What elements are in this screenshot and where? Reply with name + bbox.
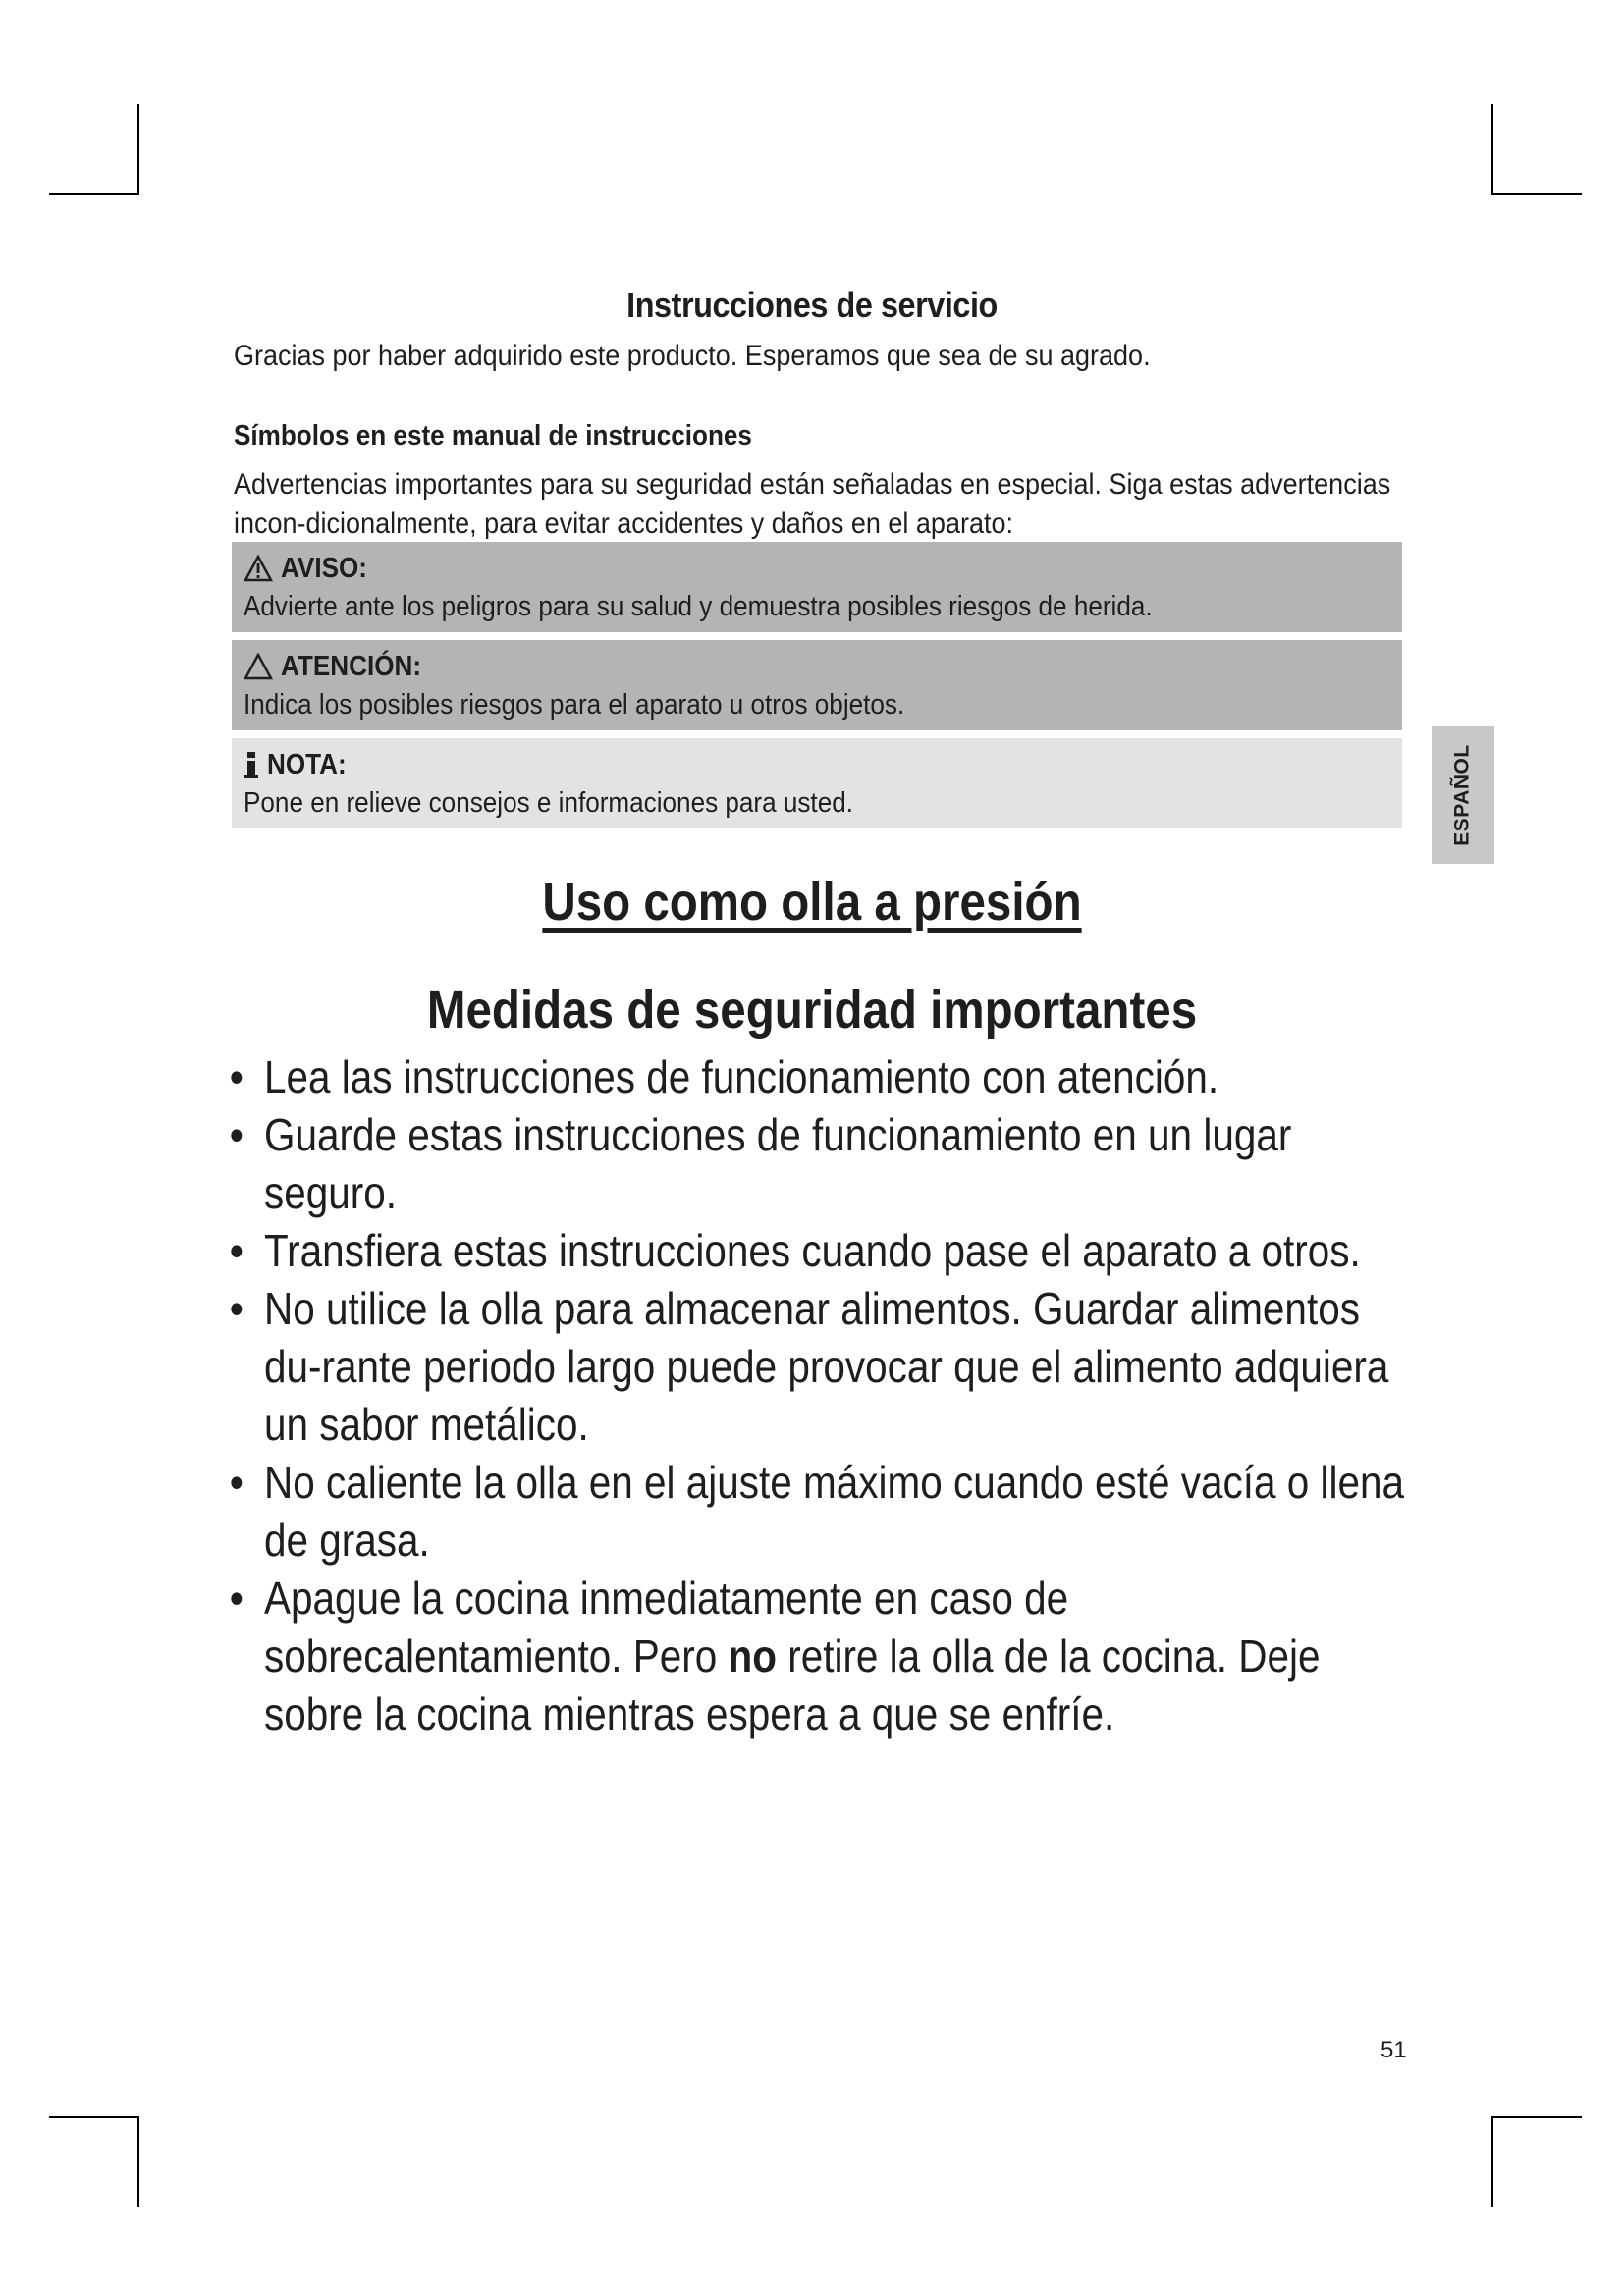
- note-box: [232, 738, 1402, 828]
- crop-mark: [1491, 193, 1582, 195]
- document-title: Instrucciones de servicio: [626, 285, 998, 325]
- emphasis-no: no: [728, 1630, 777, 1682]
- symbols-text: Advertencias importantes para su seguridad están señaladas en especial. Siga estas advertencias incon-dicionalmente, para evitar accidentes y daños en el aparato:: [234, 468, 1391, 540]
- caution-triangle-icon: [244, 653, 273, 680]
- language-tab-label: ESPAÑOL: [1451, 744, 1474, 846]
- bullet-icon: •: [229, 1225, 244, 1276]
- crop-mark: [1491, 2116, 1493, 2207]
- list-item: • Guarde estas instrucciones de funcionamiento en un lugar seguro.: [228, 1106, 1420, 1222]
- info-icon: [244, 750, 259, 779]
- list-item: • No caliente la olla en el ajuste máximo cuando esté vacía o llena de grasa.: [228, 1454, 1420, 1570]
- bullet-icon: •: [229, 1457, 244, 1508]
- list-item: • Lea las instrucciones de funcionamiento con atención.: [228, 1048, 1420, 1106]
- note-title: NOTA:: [267, 748, 347, 780]
- bullet-icon: •: [229, 1573, 244, 1624]
- caution-text: Indica los posibles riesgos para el aparato u otros objetos.: [244, 689, 905, 721]
- crop-mark: [1491, 104, 1493, 194]
- warning-text: Advierte ante los peligros para su salud y demuestra posibles riesgos de herida.: [244, 591, 1153, 622]
- language-tab: [1432, 726, 1494, 864]
- crop-mark: [49, 2116, 139, 2118]
- section-subtitle: Medidas de seguridad importantes: [426, 981, 1198, 1040]
- warning-triangle-icon: [244, 555, 273, 582]
- list-item: • Transfiera estas instrucciones cuando pase el aparato a otros.: [228, 1222, 1420, 1280]
- crop-mark: [137, 2116, 139, 2207]
- caution-title: ATENCIÓN:: [281, 650, 422, 682]
- crop-mark: [137, 104, 139, 194]
- bullet-icon: •: [229, 1283, 244, 1334]
- warning-title: AVISO:: [281, 552, 367, 584]
- symbols-heading: Símbolos en este manual de instrucciones: [234, 420, 752, 452]
- crop-mark: [1491, 2116, 1582, 2118]
- list-item: • No utilice la olla para almacenar alimentos. Guardar alimentos du-rante periodo largo puede provocar que el alimento adquiera un sabor metálico.: [228, 1280, 1420, 1454]
- list-item: • Apague la cocina inmediatamente en caso de sobrecalentamiento. Pero no retire la olla de la cocina. Deje sobre la cocina mientras espera a que se enfríe.: [228, 1570, 1420, 1743]
- bullet-icon: •: [229, 1109, 244, 1160]
- caution-box: [232, 640, 1402, 730]
- page-number: 51: [1380, 2037, 1407, 2063]
- crop-mark: [49, 193, 139, 195]
- safety-list: [228, 1048, 1420, 1743]
- warning-box: [232, 542, 1402, 632]
- section-title: Uso como olla a presión: [542, 873, 1082, 932]
- note-text: Pone en relieve consejos e informaciones para usted.: [244, 787, 853, 819]
- intro-text: Gracias por haber adquirido este producto. Esperamos que sea de su agrado.: [234, 340, 1151, 372]
- bullet-icon: •: [229, 1051, 244, 1102]
